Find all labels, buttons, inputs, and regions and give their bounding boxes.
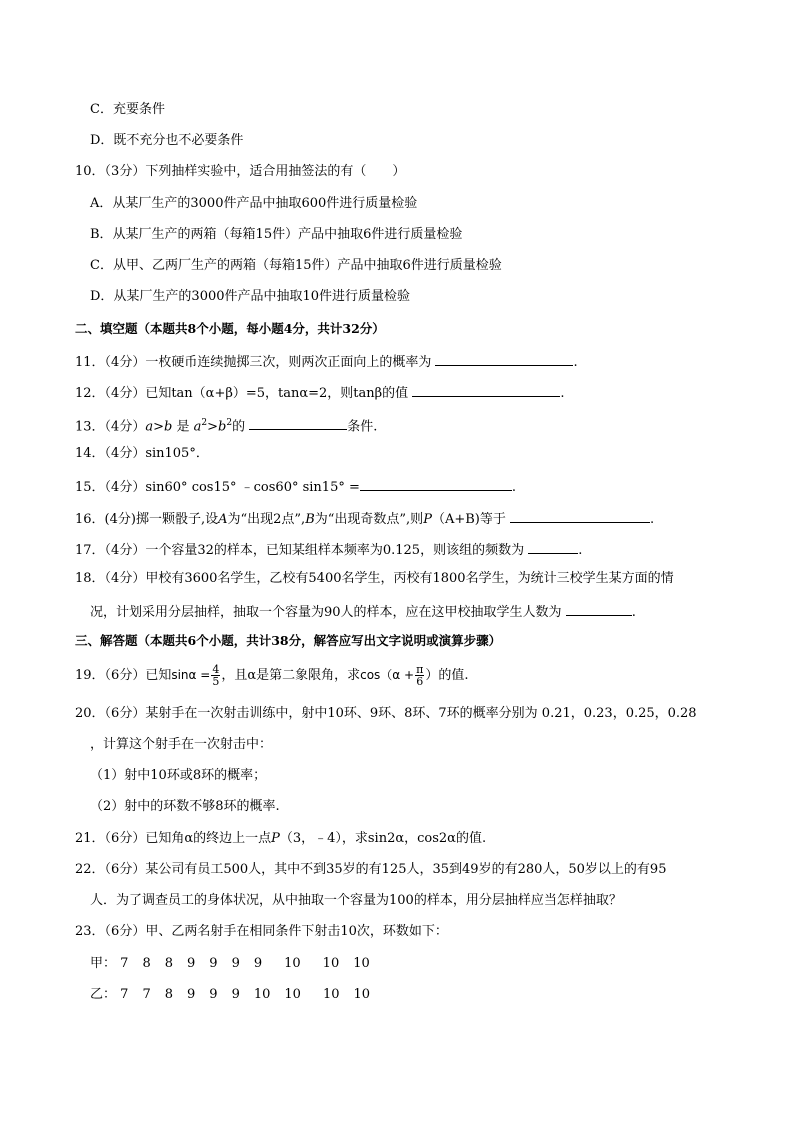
q18-line1: 18．（4分）甲校有3600名学生，乙校有5400名学生，丙校有1800名学生，为统计三校学生某方面的情 [75,571,674,586]
q20-line2: ，计算这个射手在一次射击中： [90,737,273,752]
q11-answer-blank [435,351,573,366]
q12 [75,382,564,403]
q13-end: 条件. [347,419,378,435]
q19-post: ）的值. [425,668,469,683]
q18-line2-text: 况，计划采用分层抽样，抽取一个容量为90人的样本，应在这甲校抽取学生人数为 [90,605,562,620]
q20-part1: （1）射中10环或8环的概率； [90,768,267,783]
q10-option-b: B．从某厂生产的两箱（每箱15件）产品中抽取6件进行质量检验 [90,227,463,242]
q13-pre: 13．（4分） [75,419,146,435]
q23-jia-label: 甲： [90,956,117,971]
q19-frac1-num: 4 [212,663,220,676]
q9-option-c: C．充要条件 [90,102,165,117]
jia-score: 10 [353,956,370,971]
q13-answer-blank [249,415,347,430]
q18-end: . [631,605,636,620]
q17-end: . [578,543,583,558]
q22-line2: 人．为了调查员工的身体状况，从中抽取一个容量为100的样本，用分层抽样应当怎样抽取？ [90,893,622,908]
q11-end: . [573,355,578,370]
q16-B: B [305,512,315,527]
jia-score: 10 [284,956,301,971]
jia-score: 7 [120,956,129,971]
jia-score: 9 [253,956,263,971]
yi-score: 7 [120,987,129,1002]
q12-answer-blank [412,382,560,397]
yi-score: 7 [142,987,151,1002]
q13-a2: a [193,419,202,435]
q11 [75,351,578,372]
q16 [75,508,654,529]
q16-end: . [649,512,655,527]
q13-gt-2: > [207,419,219,435]
q17 [75,539,582,560]
q16-answer-blank [510,508,650,523]
q16-A: A [218,512,228,527]
q22-line1: 22．（6分）某公司有员工500人，其中不到35岁的有125人，35到49岁的有280人，50岁以上的有95 [75,862,667,877]
yi-score: 9 [187,987,196,1002]
jia-score: 10 [322,956,340,971]
yi-score: 10 [253,987,271,1002]
yi-score: 8 [164,987,173,1002]
yi-score: 9 [231,987,240,1002]
q19-sin: sinα = [171,668,211,682]
q10-option-a: A．从某厂生产的3000件产品中抽取600件进行质量检验 [90,196,418,211]
q19-fraction-pi-6 [415,664,424,687]
q16-P: P [423,512,432,527]
q23-stem: 23．（6分）甲、乙两名射手在相同条件下射击10次，环数如下： [75,924,448,939]
q19-mid: ，且α是第二象限角，求 [221,668,361,683]
q19-frac2-num: π [416,663,424,676]
q18-answer-blank [566,601,632,616]
q13-sq-2: 2 [226,418,233,428]
yi-score: 10 [284,987,301,1002]
q19 [75,662,468,689]
q13 [75,414,377,436]
q20-part2: （2）射中的环数不够8环的概率. [90,799,280,814]
q10-stem: 10．（3分）下列抽样实验中，适合用抽签法的有（ ） [75,164,406,179]
q23-yi-row [90,986,384,1004]
q19-frac1-den: 5 [212,675,220,688]
q13-b2: b [218,419,227,435]
q13-gt: > [153,419,164,435]
q20-line1: 20．（6分）某射手在一次射击训练中，射中10环、9环、8环、7环的概率分别为 0.21，0.23，0.25，0.28 [75,706,697,721]
q21 [75,830,486,848]
jia-score: 9 [231,956,240,971]
q18-line2 [90,601,636,622]
q9-option-d: D．既不充分也不必要条件 [90,133,244,148]
q17-answer-blank [528,539,578,554]
jia-score: 9 [209,956,218,971]
q13-mid: 是 [176,419,190,435]
q15-answer-blank [360,476,512,491]
q16-text1: 16．(4分)掷一颗骰子,设 [75,512,219,527]
yi-score: 10 [353,987,371,1002]
q21-text1: 21．（6分）已知角α的终边上一点 [75,831,272,846]
q12-end: . [560,386,565,401]
q11-text: 11．（4分）一枚硬币连续抛掷三次，则两次正面向上的概率为 [75,355,432,370]
q13-b: b [164,419,173,435]
q16-text4: （A+B)等于 [431,512,506,527]
q13-sq-1: 2 [201,418,208,428]
q17-text: 17．（4分）一个容量32的样本，已知某组样本频率为0.125，则该组的频数为 [75,543,525,558]
q16-text2: 为“出现2点”, [227,512,306,527]
q16-text3: 为“出现奇数点”,则 [314,512,424,527]
q10-option-c: C．从甲、乙两厂生产的两箱（每箱15件）产品中抽取6件进行质量检验 [90,258,502,273]
jia-score: 8 [164,956,173,971]
q14: 14．（4分）sin105°． [75,446,209,461]
jia-score: 8 [142,956,151,971]
q21-P: P [271,831,280,846]
jia-score: 9 [187,956,196,971]
yi-score: 10 [322,987,340,1002]
q13-post: 的 [232,419,246,435]
q15 [75,476,516,497]
q12-text: 12．（4分）已知tan（α+β）=5，tanα=2，则tanβ的值 [75,386,409,401]
q23-jia-row [90,955,384,973]
q10-option-d: D．从某厂生产的3000件产品中抽取10件进行质量检验 [90,289,411,304]
q23-yi-label: 乙： [90,987,117,1002]
q19-fraction-4-5 [211,664,220,687]
q15-text: 15．（4分）sin60° cos15° ﹣cos60° sin15° = [75,480,360,495]
section-2-title: 二、填空题（本题共8个小题，每小题4分，共计32分） [75,321,385,336]
q19-frac2-den: 6 [416,675,424,688]
q15-end: . [511,480,517,495]
yi-score: 9 [209,987,218,1002]
q21-text2: （3，﹣4），求sin2α，cos2α的值. [279,831,487,846]
q19-cos: cos（α + [360,668,415,682]
q19-pre: 19．（6分）已知 [75,668,172,683]
q13-a: a [145,419,154,435]
section-3-title: 三、解答题（本题共6个小题，共计38分，解答应写出文字说明或演算步骤） [75,633,502,648]
